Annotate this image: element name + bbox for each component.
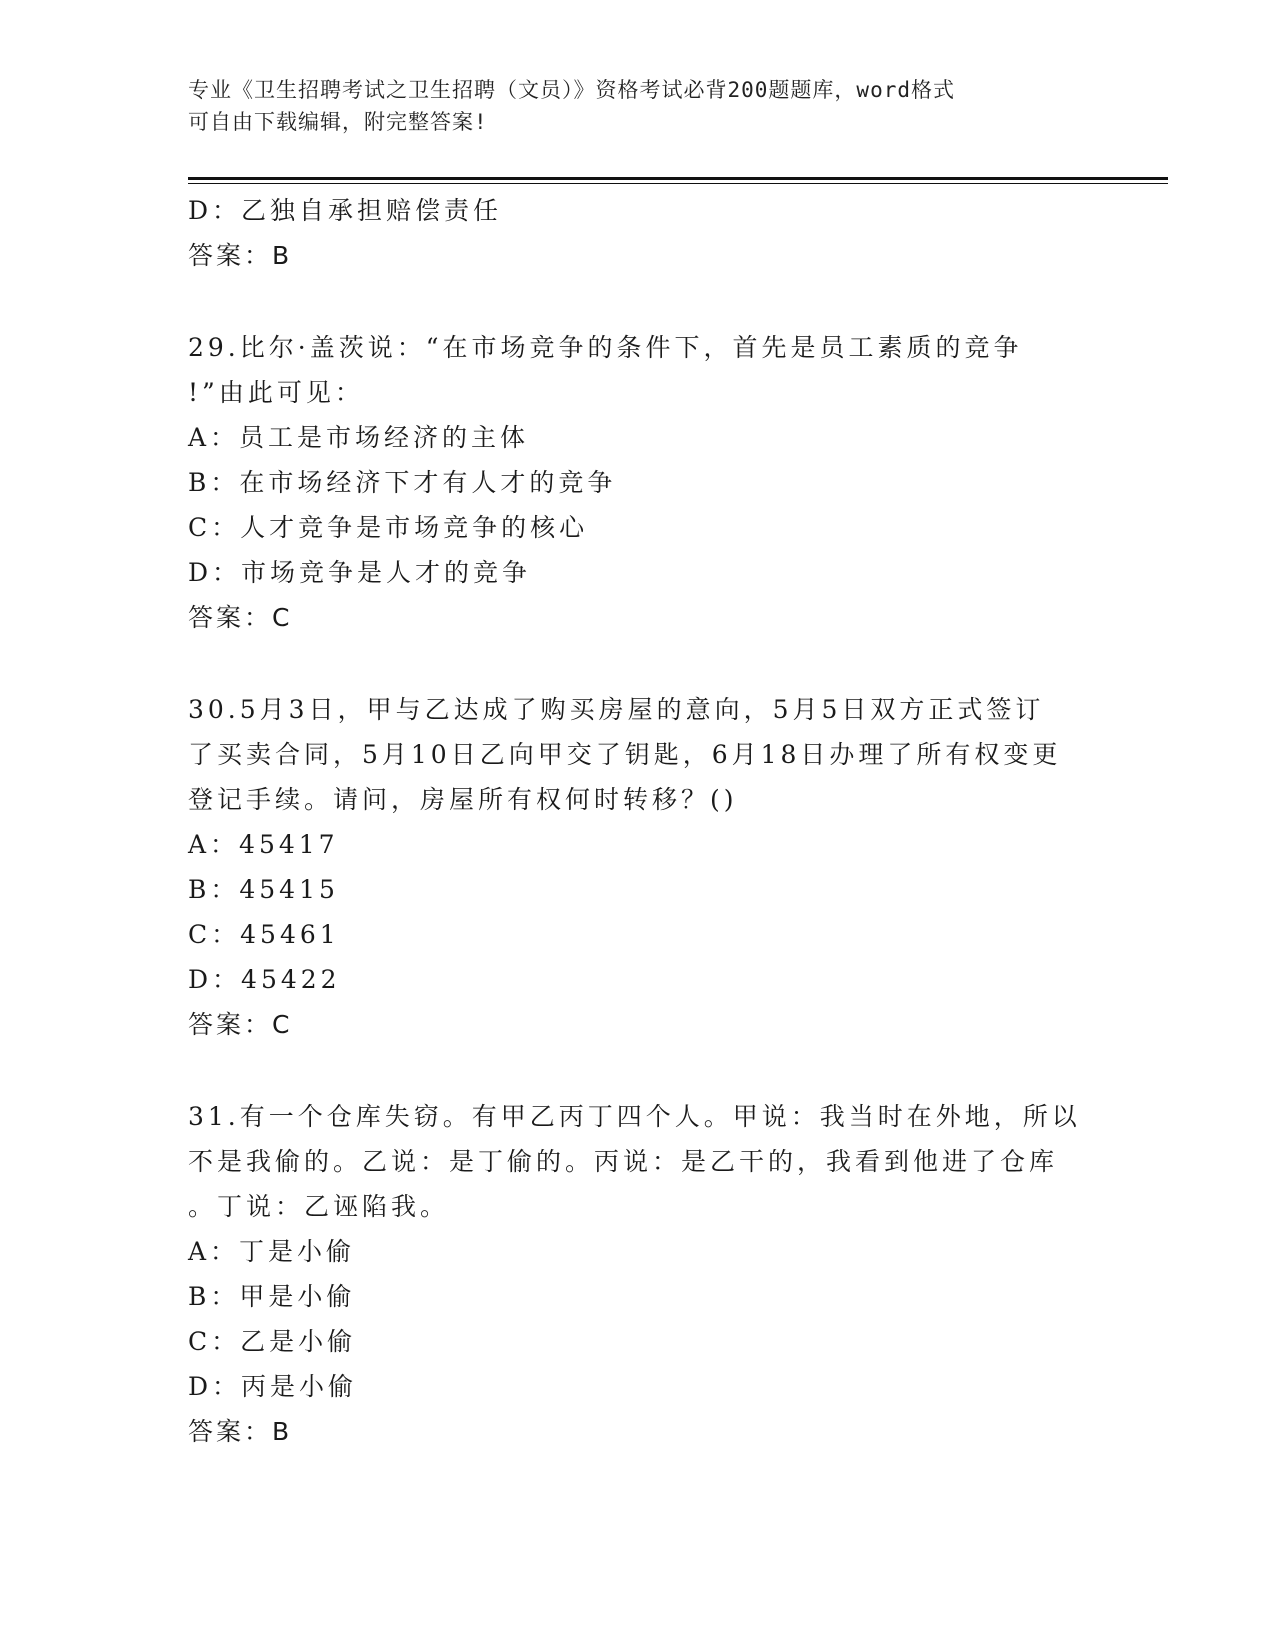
option-d: D：乙独自承担赔偿责任 [188,196,503,225]
option-c: C：45461 [188,920,340,949]
option-d: D：市场竞争是人才的竞争 [188,558,532,587]
answer-line: 答案：B [188,1417,293,1446]
option-c: C：人才竞争是市场竞争的核心 [188,513,589,542]
answer-line: 答案：B [188,241,293,270]
document-header [188,74,1068,138]
spacer [188,640,1088,687]
option-b: B：在市场经济下才有人才的竞争 [188,468,617,497]
header-rule-thin [188,183,1168,184]
question-29 [188,325,1088,640]
question-31 [188,1094,1088,1454]
option-d: D：丙是小偷 [188,1372,358,1401]
question-stem-line: 登记手续。请问，房屋所有权何时转移？() [188,785,738,814]
option-a: A：45417 [188,830,339,859]
question-stem-line: 。丁说：乙诬陷我。 [188,1192,450,1221]
option-c: C：乙是小偷 [188,1327,357,1356]
option-a: A：丁是小偷 [188,1237,356,1266]
answer-line: 答案：C [188,1010,293,1039]
question-30 [188,687,1088,1047]
header-rule-thick [188,177,1168,180]
spacer [188,1047,1088,1094]
question-stem-line: !”由此可见： [188,378,364,407]
question-stem-line: 29.比尔·盖茨说：“在市场竞争的条件下，首先是员工素质的竞争 [188,333,1023,362]
question-stem-line: 31.有一个仓库失窃。有甲乙丙丁四个人。甲说：我当时在外地，所以 [188,1102,1081,1131]
option-b: B：甲是小偷 [188,1282,356,1311]
question-content [188,188,1088,1454]
option-d: D：45422 [188,965,341,994]
prev-question-tail [188,188,1088,278]
option-a: A：员工是市场经济的主体 [188,423,530,452]
spacer [188,278,1088,325]
answer-line: 答案：C [188,603,293,632]
header-line-2: 可自由下载编辑，附完整答案! [188,110,488,134]
question-stem-line: 不是我偷的。乙说：是丁偷的。丙说：是乙干的，我看到他进了仓库 [188,1147,1059,1176]
question-stem-line: 了买卖合同，5月10日乙向甲交了钥匙，6月18日办理了所有权变更 [188,740,1062,769]
question-stem-line: 30.5月3日，甲与乙达成了购买房屋的意向，5月5日双方正式签订 [188,695,1045,724]
option-b: B：45415 [188,875,339,904]
header-line-1: 专业《卫生招聘考试之卫生招聘（文员）》资格考试必背200题题库，word格式 [188,78,955,102]
